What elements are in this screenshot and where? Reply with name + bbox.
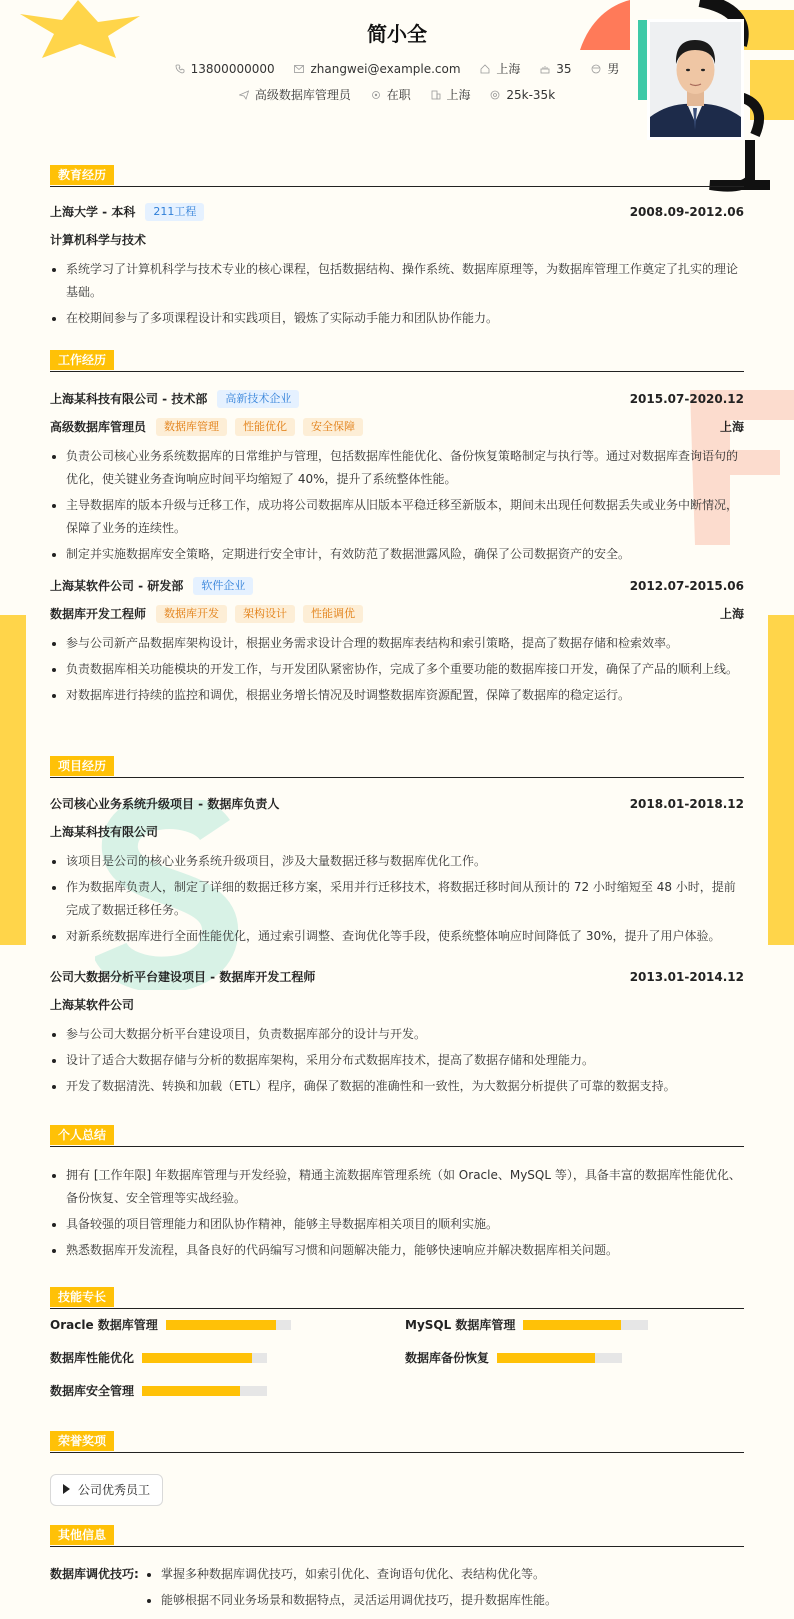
- status-item: [371, 86, 411, 103]
- work-company-line: [50, 389, 299, 409]
- company-tag: 软件企业: [193, 577, 253, 595]
- project-title: 公司核心业务系统升级项目 - 数据库负责人: [50, 797, 280, 811]
- education-major-row: [50, 230, 744, 250]
- education-bullets: [50, 258, 744, 333]
- company-name: 上海某软件公司 - 研发部: [50, 579, 184, 593]
- work-role-row: [50, 604, 744, 624]
- summary-bullets: [50, 1164, 744, 1265]
- city-text: 上海: [496, 62, 521, 76]
- section-header: [50, 1287, 744, 1309]
- status-icon: [371, 90, 381, 100]
- work-location: 上海: [719, 607, 744, 621]
- section-header: [50, 350, 744, 372]
- role-tag: 性能调优: [303, 605, 363, 623]
- section-title: 工作经历: [50, 350, 114, 370]
- list-item: 参与公司大数据分析平台建设项目，负责数据库部分的设计与开发。: [50, 1023, 744, 1046]
- expand-triangle-icon: [63, 1484, 70, 1494]
- project-org-row: [50, 995, 744, 1015]
- section-header: [50, 1431, 744, 1453]
- list-item: 系统学习了计算机科学与技术专业的核心课程，包括数据结构、操作系统、数据库原理等，为数据库管理工作奠定了扎实的理论基础。: [50, 258, 744, 304]
- list-item: 对数据库进行持续的监控和调优，根据业务增长情况及时调整数据库资源配置，保障了数据库的稳定运行。: [50, 684, 744, 707]
- project-date: 2018.01-2018.12: [629, 797, 744, 811]
- section-header: [50, 756, 744, 778]
- contact-row: [50, 60, 744, 77]
- profile-photo: [647, 19, 744, 140]
- section-awards: [50, 1431, 744, 1453]
- status-text: 在职: [386, 88, 411, 102]
- skill-bar-fill: [523, 1320, 621, 1330]
- education-school-line: [50, 202, 204, 222]
- skill-bar-fill: [166, 1320, 276, 1330]
- section-title: 荣誉奖项: [50, 1431, 114, 1451]
- section-projects: [50, 756, 744, 778]
- role-tag: 数据库开发: [156, 605, 227, 623]
- school-tag: 211工程: [145, 203, 204, 221]
- work-company-line: [50, 576, 253, 596]
- target-city-text: 上海: [446, 88, 471, 102]
- project-org: 上海某科技有限公司: [50, 825, 159, 839]
- salary-text: 25k-35k: [506, 88, 556, 102]
- work-bullets: [50, 632, 744, 710]
- role-title: 数据库开发工程师: [50, 607, 147, 621]
- target-city-item: [431, 86, 471, 103]
- section-header: [50, 1125, 744, 1147]
- project-org-row: [50, 822, 744, 842]
- role-tag: 安全保障: [303, 418, 363, 436]
- list-item: 对新系统数据库进行全面性能优化，通过索引调整、查询优化等手段，使系统整体响应时间降低了 30%，提升了用户体验。: [50, 925, 744, 948]
- education-major: 计算机科学与技术: [50, 233, 147, 247]
- coin-icon: [490, 90, 500, 100]
- building-icon: [431, 90, 441, 100]
- list-item: 在校期间参与了多项课程设计和实践项目，锻炼了实际动手能力和团队协作能力。: [50, 307, 744, 330]
- skill-name: Oracle 数据库管理: [50, 1318, 158, 1332]
- list-item: 该项目是公司的核心业务系统升级项目，涉及大量数据迁移与数据库优化工作。: [50, 850, 744, 873]
- work-role-line: [50, 604, 363, 624]
- skill-bar-track: [523, 1320, 648, 1330]
- work-date: 2012.07-2015.06: [629, 579, 744, 593]
- company-tag: 高新技术企业: [217, 390, 299, 408]
- list-item: 具备较强的项目管理能力和团队协作精神，能够主导数据库相关项目的顺利实施。: [50, 1213, 744, 1236]
- section-title: 其他信息: [50, 1525, 114, 1545]
- list-item: 掌握多种数据库调优技巧，如索引优化、查询语句优化、表结构优化等。: [145, 1563, 744, 1586]
- work-entry-row: [50, 389, 744, 409]
- gender-text: 男: [607, 62, 620, 76]
- role-tag: 架构设计: [235, 605, 295, 623]
- home-icon: [480, 64, 490, 74]
- section-title: 项目经历: [50, 756, 114, 776]
- gender-icon: [591, 64, 601, 74]
- list-item: 负责数据库相关功能模块的开发工作，与开发团队紧密协作，完成了多个重要功能的数据库接口开发，确保了产品的顺利上线。: [50, 658, 744, 681]
- portrait-image: [650, 22, 741, 137]
- list-item: 负责公司核心业务系统数据库的日常维护与管理，包括数据库性能优化、备份恢复策略制定与执行等。通过对数据库查询语句的优化，使关键业务查询响应时间平均缩短了 40%，提升了系统整体性能。: [50, 445, 744, 491]
- section-header: [50, 165, 744, 187]
- skill-bar-fill: [142, 1386, 240, 1396]
- skill-bar-track: [142, 1353, 267, 1363]
- city-item: [480, 60, 520, 77]
- list-item: 开发了数据清洗、转换和加载（ETL）程序，确保了数据的准确性和一致性，为大数据分析提供了可靠的数据支持。: [50, 1075, 744, 1098]
- work-location: 上海: [719, 420, 744, 434]
- position-text: 高级数据库管理员: [254, 88, 351, 102]
- education-date: 2008.09-2012.06: [629, 205, 744, 219]
- salary-item: [490, 88, 555, 102]
- skill-bar-fill: [497, 1353, 595, 1363]
- section-title: 教育经历: [50, 165, 114, 185]
- list-item: 参与公司新产品数据库架构设计，根据业务需求设计合理的数据库表结构和索引策略，提高了数据存储和检索效率。: [50, 632, 744, 655]
- skill-bar-track: [142, 1386, 267, 1396]
- send-icon: [239, 90, 249, 100]
- section-skills: [50, 1287, 744, 1309]
- award-text: 公司优秀员工: [78, 1483, 151, 1497]
- skill-name: 数据库备份恢复: [405, 1351, 490, 1365]
- section-title: 个人总结: [50, 1125, 114, 1145]
- list-item: 熟悉数据库开发流程，具备良好的代码编写习惯和问题解决能力，能够快速响应并解决数据库相关问题。: [50, 1239, 744, 1262]
- skill-bar-track: [497, 1353, 622, 1363]
- skill-name: 数据库性能优化: [50, 1351, 135, 1365]
- email-text: zhangwei@example.com: [310, 62, 461, 76]
- school-name: 上海大学 - 本科: [50, 205, 136, 219]
- project-title: 公司大数据分析平台建设项目 - 数据库开发工程师: [50, 970, 316, 984]
- role-tag: 数据库管理: [156, 418, 227, 436]
- email-item: [294, 62, 460, 76]
- candidate-name: 简小全: [367, 22, 427, 46]
- list-item: 作为数据库负责人，制定了详细的数据迁移方案，采用并行迁移技术，将数据迁移时间从预计的 72 小时缩短至 48 小时，提前完成了数据迁移任务。: [50, 876, 744, 922]
- education-entry-row: [50, 202, 744, 222]
- list-item: 设计了适合大数据存储与分析的数据库架构，采用分布式数据库技术，提高了数据存储和处理能力。: [50, 1049, 744, 1072]
- skill-bar-track: [166, 1320, 291, 1330]
- position-item: [239, 86, 351, 103]
- project-entry-row: [50, 967, 744, 987]
- section-other: [50, 1525, 744, 1547]
- decorative-side-bar-right: [768, 615, 794, 945]
- cake-icon: [540, 64, 550, 74]
- section-summary: [50, 1125, 744, 1147]
- phone-text: 13800000000: [190, 62, 275, 76]
- phone-icon: [175, 64, 185, 74]
- skill-bar-fill: [142, 1353, 252, 1363]
- work-date: 2015.07-2020.12: [629, 392, 744, 406]
- section-education: [50, 165, 744, 187]
- project-bullets: [50, 850, 744, 951]
- age-item: [540, 62, 571, 76]
- age-text: 35: [556, 62, 572, 76]
- project-date: 2013.01-2014.12: [629, 970, 744, 984]
- award-item[interactable]: [50, 1474, 163, 1506]
- work-role-row: [50, 417, 744, 437]
- company-name: 上海某科技有限公司 - 技术部: [50, 392, 208, 406]
- list-item: 拥有 [工作年限] 年数据库管理与开发经验，精通主流数据库管理系统（如 Oracle、MySQL 等），具备丰富的数据库性能优化、备份恢复、安全管理等实战经验。: [50, 1164, 744, 1210]
- work-entry-row: [50, 576, 744, 596]
- project-entry-row: [50, 794, 744, 814]
- section-work: [50, 350, 744, 372]
- role-title: 高级数据库管理员: [50, 420, 147, 434]
- role-tag: 性能优化: [235, 418, 295, 436]
- list-item: 制定并实施数据库安全策略，定期进行安全审计，有效防范了数据泄露风险，确保了公司数据资产的安全。: [50, 543, 744, 566]
- gender-item: [591, 60, 619, 77]
- section-header: [50, 1525, 744, 1547]
- work-role-line: [50, 417, 363, 437]
- other-label: 数据库调优技巧:: [50, 1567, 139, 1581]
- decorative-side-bar-left: [0, 615, 26, 945]
- skill-name: 数据库安全管理: [50, 1384, 135, 1398]
- list-item: 主导数据库的版本升级与迁移工作，成功将公司数据库从旧版本平稳迁移至新版本，期间未出现任何数据丢失或业务中断情况，保障了业务的连续性。: [50, 494, 744, 540]
- phone-item: [175, 62, 275, 76]
- mail-icon: [294, 64, 304, 74]
- job-intent-row: [50, 86, 744, 103]
- work-bullets: [50, 445, 744, 569]
- section-title: 技能专长: [50, 1287, 114, 1307]
- project-org: 上海某软件公司: [50, 998, 135, 1012]
- project-bullets: [50, 1023, 744, 1101]
- other-bullets: [145, 1563, 744, 1615]
- skill-name: MySQL 数据库管理: [405, 1318, 516, 1332]
- list-item: 能够根据不同业务场景和数据特点，灵活运用调优技巧，提升数据库性能。: [145, 1589, 744, 1612]
